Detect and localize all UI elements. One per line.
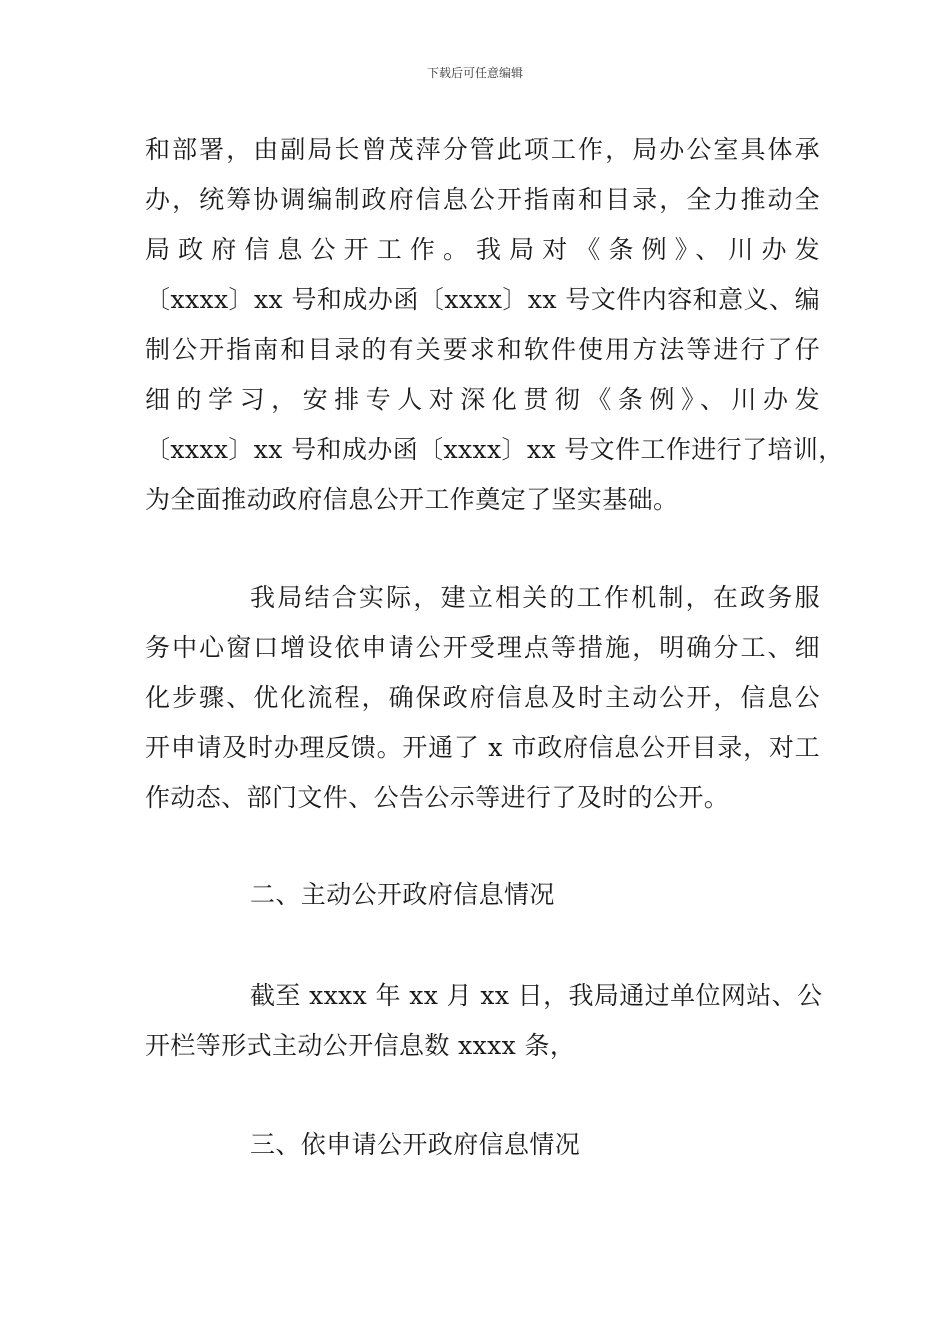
text-line: 化步骤、优化流程，确保政府信息及时主动公开，信息公 [145,683,820,712]
paragraph-work-arrangement [145,125,844,525]
text-line: 为全面推动政府信息公开工作奠定了坚实基础。 [145,485,679,514]
section-heading-request-disclosure [145,1120,820,1170]
paragraph-disclosure-stats [145,971,823,1071]
heading-text: 二、主动公开政府信息情况 [250,880,555,909]
text-line: 开申请及时办理反馈。开通了 x 市政府信息公开目录，对工 [145,733,820,762]
text-line: 〔xxxx〕xx 号和成办函〔xxxx〕xx 号文件内容和意义、编 [145,285,820,314]
text-line: 截至 xxxx 年 xx 月 xx 日，我局通过单位网站、公 [250,981,823,1010]
text-line: 作动态、部门文件、公告公示等进行了及时的公开。 [145,783,730,812]
text-line: 制公开指南和目录的有关要求和软件使用方法等进行了仔 [145,335,820,364]
paragraph-work-mechanism [145,573,820,823]
section-heading-proactive-disclosure [145,870,820,920]
text-line: 局政府信息公开工作。我局对《条例》、川办发 [145,235,820,264]
text-line: 细的学习，安排专人对深化贯彻《条例》、川办发 [145,385,820,414]
text-line: 务中心窗口增设依申请公开受理点等措施，明确分工、细 [145,633,820,662]
text-line: 和部署，由副局长曾茂萍分管此项工作，局办公室具体承 [145,135,820,164]
text-line: 我局结合实际，建立相关的工作机制，在政务服 [250,583,820,612]
page-header-note: 下载后可任意编辑 [426,66,523,80]
heading-text: 三、依申请公开政府信息情况 [250,1130,581,1159]
text-line: 〔xxxx〕xx 号和成办函〔xxxx〕xx 号文件工作进行了培训， [145,435,844,464]
text-line: 开栏等形式主动公开信息数 xxxx 条， [145,1031,576,1060]
text-line: 办，统筹协调编制政府信息公开指南和目录，全力推动全 [145,185,820,214]
